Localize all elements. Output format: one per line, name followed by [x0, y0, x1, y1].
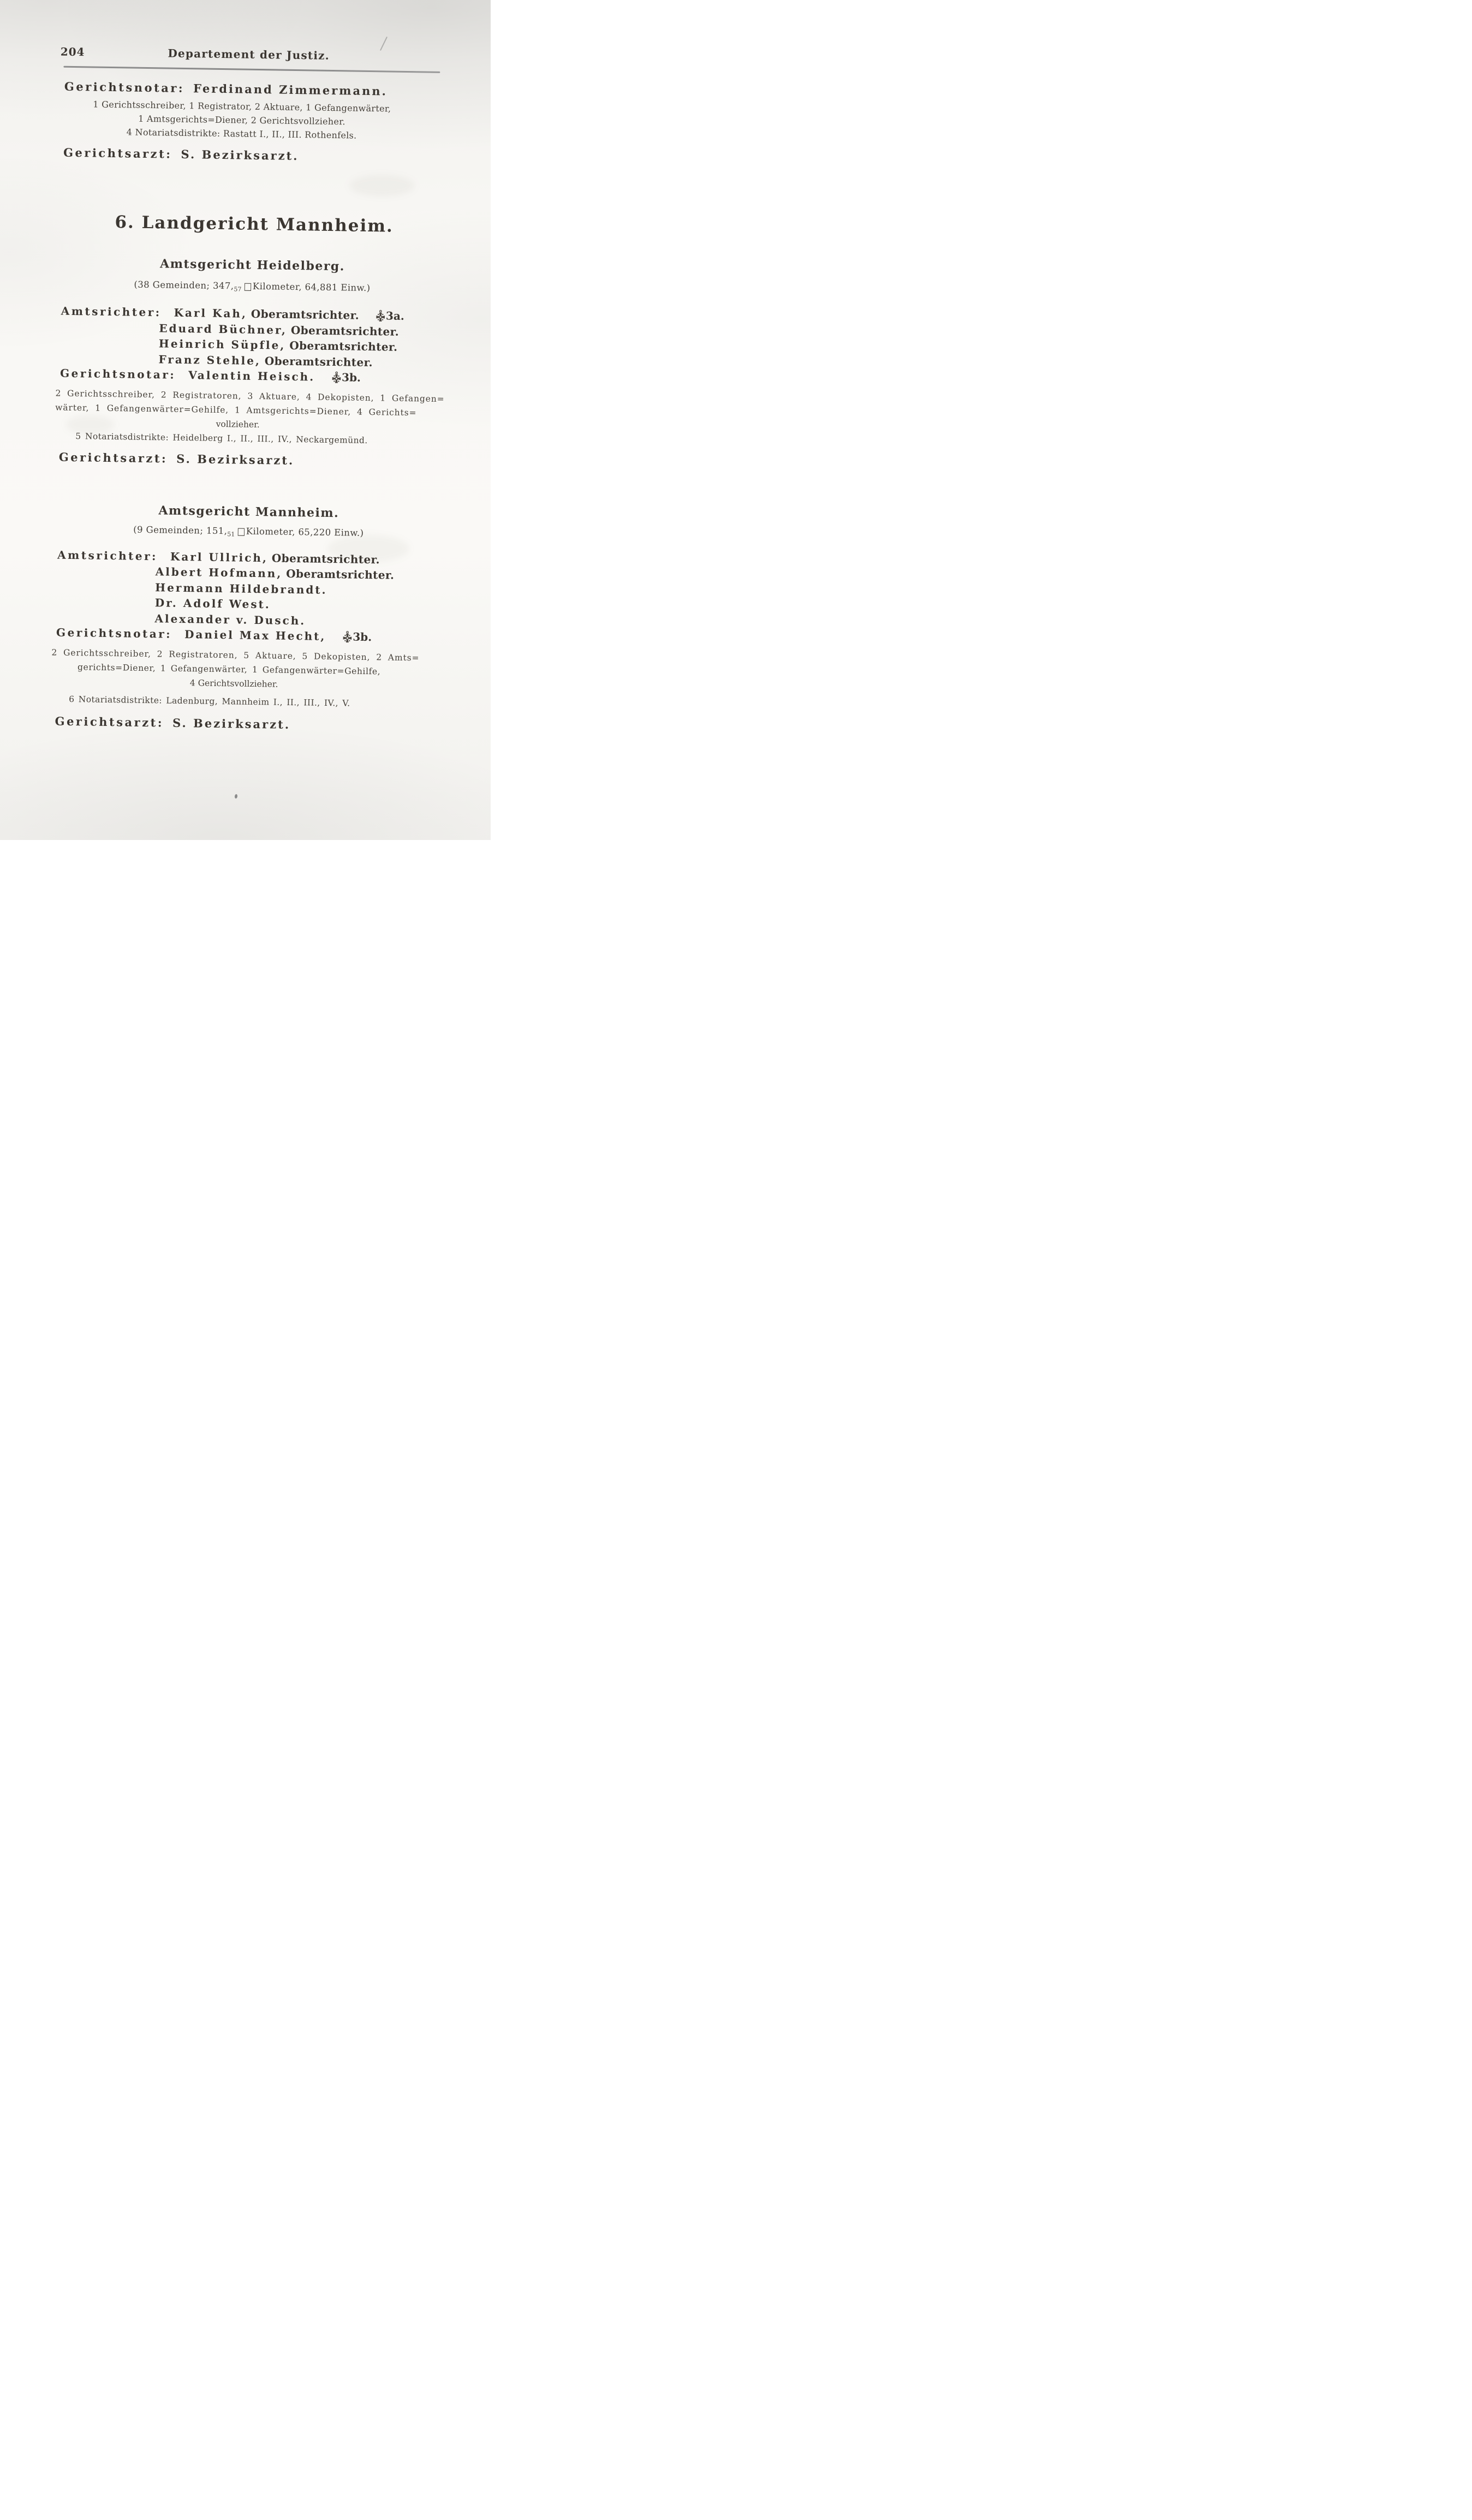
- judge-name: Karl Ullrich,: [170, 550, 269, 564]
- running-head: [61, 45, 444, 64]
- section-heading-landgericht-mannheim: 6. Landgericht Mannheim.: [115, 212, 394, 236]
- ink-speck: [234, 794, 237, 799]
- judge-title: Oberamtsrichter.: [251, 307, 360, 322]
- judge-name: Eduard Büchner,: [159, 321, 288, 337]
- judge-title: Oberamtsrichter.: [264, 354, 373, 369]
- gerichtsarzt-label: Gerichtsarzt:: [63, 145, 172, 161]
- gerichtsnotar-label: Gerichtsnotar:: [64, 79, 185, 95]
- page-number: 204: [60, 45, 85, 59]
- mannheim-title: Amtsgericht Mannheim.: [158, 503, 339, 520]
- districts-line: 4 Notariatsdistrikte: Rastatt I., II., III. Rothenfels.: [126, 127, 357, 141]
- intro-notar-line: [64, 80, 444, 99]
- staff-line: 1 Amtsgerichts=Diener, 2 Gerichtsvollzieher.: [138, 113, 345, 127]
- staff-line: 4 Gerichtsvollzieher.: [189, 677, 278, 689]
- districts-line: 5 Notariatsdistrikte: Heidelberg I., II., III., IV., Neckargemünd.: [75, 431, 368, 445]
- mannheim-gerichtsarzt-line: [55, 714, 434, 733]
- judge-title: Oberamtsrichter.: [289, 338, 398, 354]
- staff-line: 1 Gerichtsschreiber, 1 Registrator, 2 Aktuare, 1 Gefangenwärter,: [93, 99, 391, 114]
- intro-gerichtsarzt-line: [63, 146, 443, 165]
- gerichtsnotar-label: Gerichtsnotar:: [59, 366, 176, 382]
- notar-name: Daniel Max Hecht,: [184, 628, 326, 643]
- gerichtsnotar-label: Gerichtsnotar:: [56, 625, 172, 641]
- judge-name: Heinrich Süpfle,: [158, 337, 286, 352]
- square-kilometer-symbol: □: [237, 525, 246, 537]
- judge-title: Oberamtsrichter.: [286, 567, 395, 582]
- heidelberg-title: Amtsgericht Heidelberg.: [159, 257, 345, 274]
- stats-subscript: 57: [234, 285, 242, 293]
- heidelberg-stats-line: [60, 278, 444, 296]
- square-kilometer-symbol: □: [243, 280, 253, 293]
- gerichtsarzt-label: Gerichtsarzt:: [55, 714, 164, 730]
- judge-name: Franz Stehle,: [158, 352, 261, 367]
- heidelberg-staff-paragraph: [55, 386, 445, 448]
- stats-suffix: Kilometer, 65,220 Einw.): [246, 526, 364, 538]
- stats-suffix: Kilometer, 64,881 Einw.): [252, 281, 371, 294]
- decoration-group: [332, 370, 361, 385]
- judge-title: Oberamtsrichter.: [290, 323, 400, 338]
- stats-prefix: (38 Gemeinden; 347,: [134, 279, 234, 291]
- staff-line: vollzieher.: [216, 419, 260, 430]
- decoration-group: [376, 308, 404, 324]
- gerichtsarzt-value: S. Bezirksarzt.: [176, 451, 295, 467]
- decoration-text: 3a.: [385, 309, 405, 323]
- gerichtsarzt-value: S. Bezirksarzt.: [172, 716, 291, 731]
- judge-name: Albert Hofmann,: [155, 565, 283, 580]
- running-head-title: Departement der Justiz.: [168, 46, 330, 62]
- gerichtsnotar-name: Ferdinand Zimmermann.: [193, 81, 388, 98]
- amtsrichter-label: Amtsrichter:: [61, 304, 162, 319]
- gerichtsarzt-value: S. Bezirksarzt.: [181, 147, 299, 163]
- staff-line: wärter, 1 Gefangenwärter=Gehilfe, 1 Amtsgerichts=Diener, 4 Gerichts=: [55, 402, 417, 418]
- staff-line: gerichts=Diener, 1 Gefangenwärter, 1 Gefangenwärter=Gehilfe,: [77, 662, 381, 676]
- judge-title: Oberamtsrichter.: [271, 551, 380, 566]
- judge-name: Alexander v. Dusch.: [154, 611, 306, 627]
- order-medal-icon: [376, 309, 385, 321]
- intro-staff-paragraph: [67, 97, 416, 143]
- decoration-text: 3b.: [341, 371, 361, 384]
- staff-line: 2 Gerichtsschreiber, 2 Registratoren, 3 Aktuare, 4 Dekopisten, 1 Gefangen=: [55, 388, 445, 404]
- mannheim-staff-paragraph: [51, 645, 436, 711]
- header-rule: [63, 66, 440, 73]
- stats-subscript: 51: [227, 530, 235, 538]
- mannheim-judges-block: [52, 547, 437, 646]
- order-medal-icon: [343, 630, 352, 642]
- stats-prefix: (9 Gemeinden; 151,: [133, 524, 228, 536]
- page-content: [0, 0, 491, 734]
- amtsrichter-label: Amtsrichter:: [57, 548, 158, 563]
- scanned-book-page: [0, 0, 491, 840]
- notar-name: Valentin Heisch.: [188, 368, 315, 384]
- decoration-group: [343, 629, 372, 645]
- mannheim-stats-line: [57, 523, 440, 540]
- judge-name: Karl Kah,: [174, 306, 248, 320]
- judge-name: Dr. Adolf West.: [154, 596, 271, 611]
- heidelberg-judges-block: [56, 303, 440, 387]
- districts-line: 6 Notariatsdistrikte: Ladenburg, Mannheim I., II., III., IV., V.: [69, 694, 350, 708]
- judge-name: Hermann Hildebrandt.: [155, 580, 327, 597]
- decoration-text: 3b.: [353, 630, 372, 644]
- order-medal-icon: [332, 371, 341, 383]
- gerichtsarzt-label: Gerichtsarzt:: [58, 450, 168, 466]
- staff-line: 2 Gerichtsschreiber, 2 Registratoren, 5 Aktuare, 5 Dekopisten, 2 Amts=: [51, 647, 420, 663]
- heidelberg-gerichtsarzt-line: [59, 450, 438, 469]
